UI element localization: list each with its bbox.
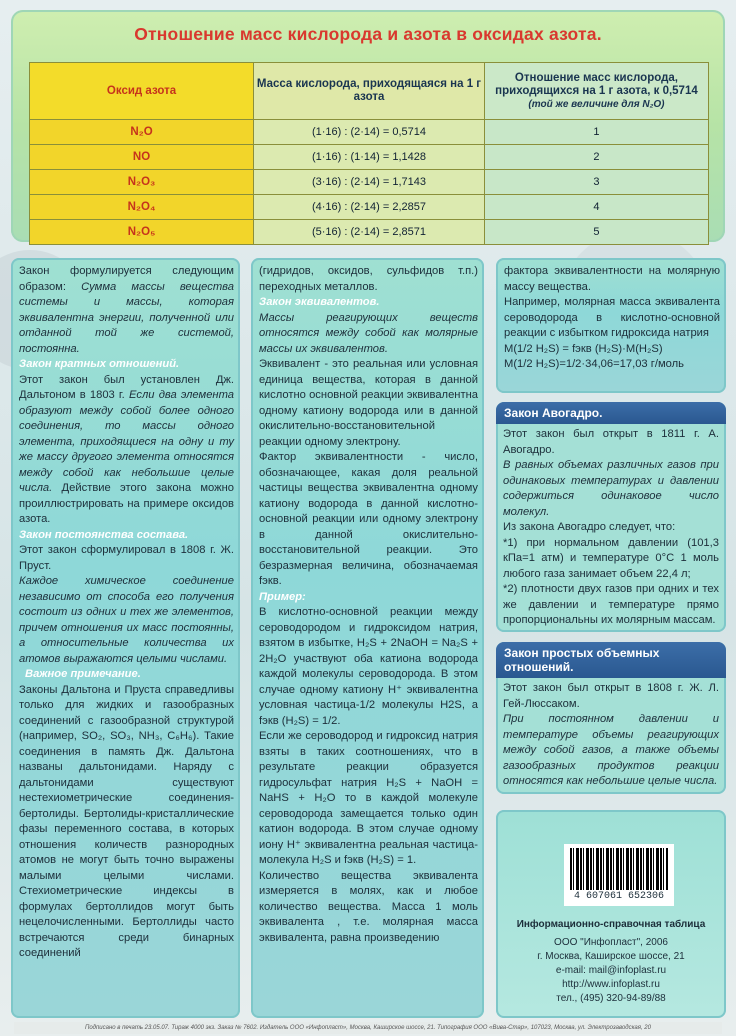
barcode-icon bbox=[570, 848, 668, 890]
text: *1) при нормальном давлении (101,3 кПа=1 атм) и температуре 0°С 1 моль любого газа занимает объем 22,4 л; bbox=[503, 536, 719, 580]
ratio-cell: 4 bbox=[484, 195, 708, 220]
text: *2) плотности двух газов при одних и тех же давлении и температуре прямо пропорциональны их молярным массам. bbox=[503, 583, 719, 626]
volumes-header: Закон простых объемных отношений. bbox=[496, 642, 726, 678]
avogadro-header: Закон Авогадро. bbox=[496, 402, 726, 424]
publisher-org: ООО "Инфопласт", 2006 bbox=[554, 937, 668, 948]
ratio-cell: 5 bbox=[484, 220, 708, 245]
section-heading: Закон постоянства состава. bbox=[19, 528, 189, 541]
header-mass: Масса кислорода, приходящаяся на 1 г азота bbox=[254, 63, 485, 120]
text: фактора эквивалентности на молярную массу вещества. bbox=[504, 265, 720, 293]
publisher-panel bbox=[496, 810, 726, 1018]
calc-cell: (3·16) : (2·14) = 1,7143 bbox=[254, 170, 485, 195]
text: Если же сероводород и гидроксид натрия взяты в таких соотношениях, что в результате реакции образуется гидросульфат натрия H₂S + NaOH = NaHS + H₂O то в каждой молекуле сероводорода замещается только один катион водорода. В этом случае одному иону H⁺ эквивалентна реальная частица-молекула H₂S и fэкв (H₂S) = 1. bbox=[259, 730, 478, 866]
text: Законы Дальтона и Пруста справедливы только для жидких и газообразных соединений с газообразной структурой (например, SO₂, SO₃, NH₃, C₆H₆). Такие соединения в память Дж. Дальтона названы дальтонидами. Наряду с дальтонидами существуют нестехиометрические соединения-бертолиды. Бертолиды-кристаллические фазы переменного состава, в которых отношения количеств разнородных атомов не могут быть точно выражены малыми целыми числами. Стехиометрические индексы в формулах бертоллидов могут быть нецелочисленными. Бертоллиды часто встречаются среди бинарных соединений bbox=[19, 683, 234, 959]
middle-column bbox=[251, 258, 484, 1018]
text-italic: Массы реагирующих веществ относятся между собой как молярные массы их эквивалентов. bbox=[259, 311, 478, 355]
page-title: Отношение масс кислорода и азота в оксидах азота. bbox=[134, 24, 602, 44]
barcode-number: 4 607061 652306 bbox=[573, 891, 664, 902]
section-heading: Пример: bbox=[259, 590, 306, 603]
text: Из закона Авогадро следует, что: bbox=[503, 521, 676, 533]
text-italic: Каждое химическое соединение независимо от способа его получения состоит из одних и тех же элементов, причем отношения их масс постоянны, а относительные количества их атомов выражаются целыми числами. bbox=[19, 575, 234, 665]
text-italic: Если два элемента образуют между собой более одного соединения, то массы одного элемента, приходящиеся на одну и ту же массу другого элемента относятся между собой как небольшие целые числа. bbox=[19, 389, 234, 494]
section-heading: Важное примечание. bbox=[25, 668, 141, 680]
publisher-phone: тел., (495) 320-94-89/88 bbox=[556, 993, 666, 1004]
text: Фактор эквивалентности - число, обозначающее, какая доля реальной частицы вещества эквивалентна одному катиону водорода в данной кислотно-основной реакции или одному электрону в данной окислительно-восстановительной реакции. Это безразмерная величина, обозначаемая fэкв. bbox=[259, 451, 478, 587]
formula: M(1/2 H₂S) = fэкв (H₂S)·M(H₂S) bbox=[504, 342, 663, 355]
oxides-table-panel bbox=[11, 10, 725, 242]
table-row bbox=[30, 170, 709, 195]
text: Эквивалент - это реальная или условная единица вещества, которая в данной кислотно основной реакции эквивалентна одному катиону водорода или в данной окислительно-восстановительной реакции одному электрону. bbox=[259, 358, 478, 448]
text: Количество вещества эквивалента измеряется в молях, как и любое количество вещества. Масса 1 моль эквивалента , т.е. молярная масса эквивалента, равна произведению bbox=[259, 869, 478, 944]
text-italic: При постоянном давлении и температуре объемы реагирующих между собой газов, а также объемы газообразных продуктов реакции относятся как небольшие целые числа. bbox=[503, 713, 719, 787]
oxide-cell: N₂O₅ bbox=[30, 220, 254, 245]
text: Этот закон был установлен Дж. Дальтоном в 1803 г. bbox=[19, 373, 234, 401]
oxide-cell: N₂O₃ bbox=[30, 170, 254, 195]
publisher-address: г. Москва, Каширское шоссе, 21 bbox=[537, 951, 685, 962]
ratio-cell: 3 bbox=[484, 170, 708, 195]
text-italic: В равных объемах различных газов при одинаковых температурах и давлении содержиться одинаковое число молекул. bbox=[503, 459, 719, 518]
publisher-web: http://www.infoplast.ru bbox=[562, 979, 660, 990]
text: Закон формулируется следующим образом: bbox=[19, 265, 234, 293]
text: В кислотно-основной реакции между сероводородом и гидроксидом натрия, взятом в избытке, H₂S + 2NaOH = Na₂S + 2H₂O участвуют оба катиона водорода каждой молекулы сероводорода. В этом случае одному катиону H⁺ эквивалентна условная частица-1/2 молекулы H2S, а fэкв (H₂S) = 1/2. bbox=[259, 606, 478, 727]
header-ratio: Отношение масс кислорода, приходящихся на 1 г азота, к 0,5714 (той же величине для N₂O) bbox=[484, 63, 708, 120]
text-italic: Сумма массы вещества системы и массы, которая эквивалентна энергии, полученной или отданной той же системой, постоянна. bbox=[19, 280, 234, 355]
publisher-type: Информационно-справочная таблица bbox=[516, 919, 706, 930]
calc-cell: (5·16) : (2·14) = 2,8571 bbox=[254, 220, 485, 245]
calc-cell: (1·16) : (2·14) = 0,5714 bbox=[254, 120, 485, 145]
header-oxide: Оксид азота bbox=[30, 63, 254, 120]
table-row bbox=[30, 145, 709, 170]
calc-cell: (4·16) : (2·14) = 2,2857 bbox=[254, 195, 485, 220]
ratio-cell: 2 bbox=[484, 145, 708, 170]
formula: M(1/2 H₂S)=1/2·34,06=17,03 г/моль bbox=[504, 358, 684, 370]
oxide-cell: NO bbox=[30, 145, 254, 170]
section-heading: Закон эквивалентов. bbox=[259, 296, 380, 308]
text: Этот закон был открыт в 1808 г. Ж. Л. Гей-Люссаком. bbox=[503, 682, 719, 710]
section-heading: Закон кратных отношений. bbox=[19, 358, 180, 370]
barcode bbox=[564, 844, 674, 906]
text: Например, молярная масса эквивалента сероводорода в кислотно-основной реакции с избытком гидроксида натрия bbox=[504, 296, 720, 339]
table-row bbox=[30, 120, 709, 145]
table-row bbox=[30, 195, 709, 220]
text: (гидридов, оксидов, сульфидов т.п.) переходных металлов. bbox=[259, 265, 478, 293]
oxide-cell: N₂O₄ bbox=[30, 195, 254, 220]
text: Этот закон был открыт в 1811 г. А. Авогадро. bbox=[503, 428, 719, 456]
left-column bbox=[11, 258, 240, 1018]
avogadro-panel bbox=[496, 402, 726, 632]
right-top-column bbox=[496, 258, 726, 393]
publisher-email: e-mail: mail@infoplast.ru bbox=[555, 965, 667, 976]
oxides-table bbox=[29, 62, 709, 245]
calc-cell: (1·16) : (1·14) = 1,1428 bbox=[254, 145, 485, 170]
footer-imprint: Подписано в печать 23.05.07. Тираж 4000 экз. Заказ № 7602. Издатель ООО «Инфопласт», Москва, Каширское шоссе, 21. Типография ООО «Вива-Стар», 107023, Москва, ул. Электрозаводская, 20 bbox=[14, 1022, 722, 1034]
ratio-cell: 1 bbox=[484, 120, 708, 145]
text: Этот закон сформулировал в 1808 г. Ж. Пруст. bbox=[19, 544, 234, 572]
table-row bbox=[30, 220, 709, 245]
volumes-panel bbox=[496, 642, 726, 794]
text: Действие этого закона можно проиллюстрировать на примере оксидов азота. bbox=[19, 482, 234, 525]
oxide-cell: N₂O bbox=[30, 120, 254, 145]
